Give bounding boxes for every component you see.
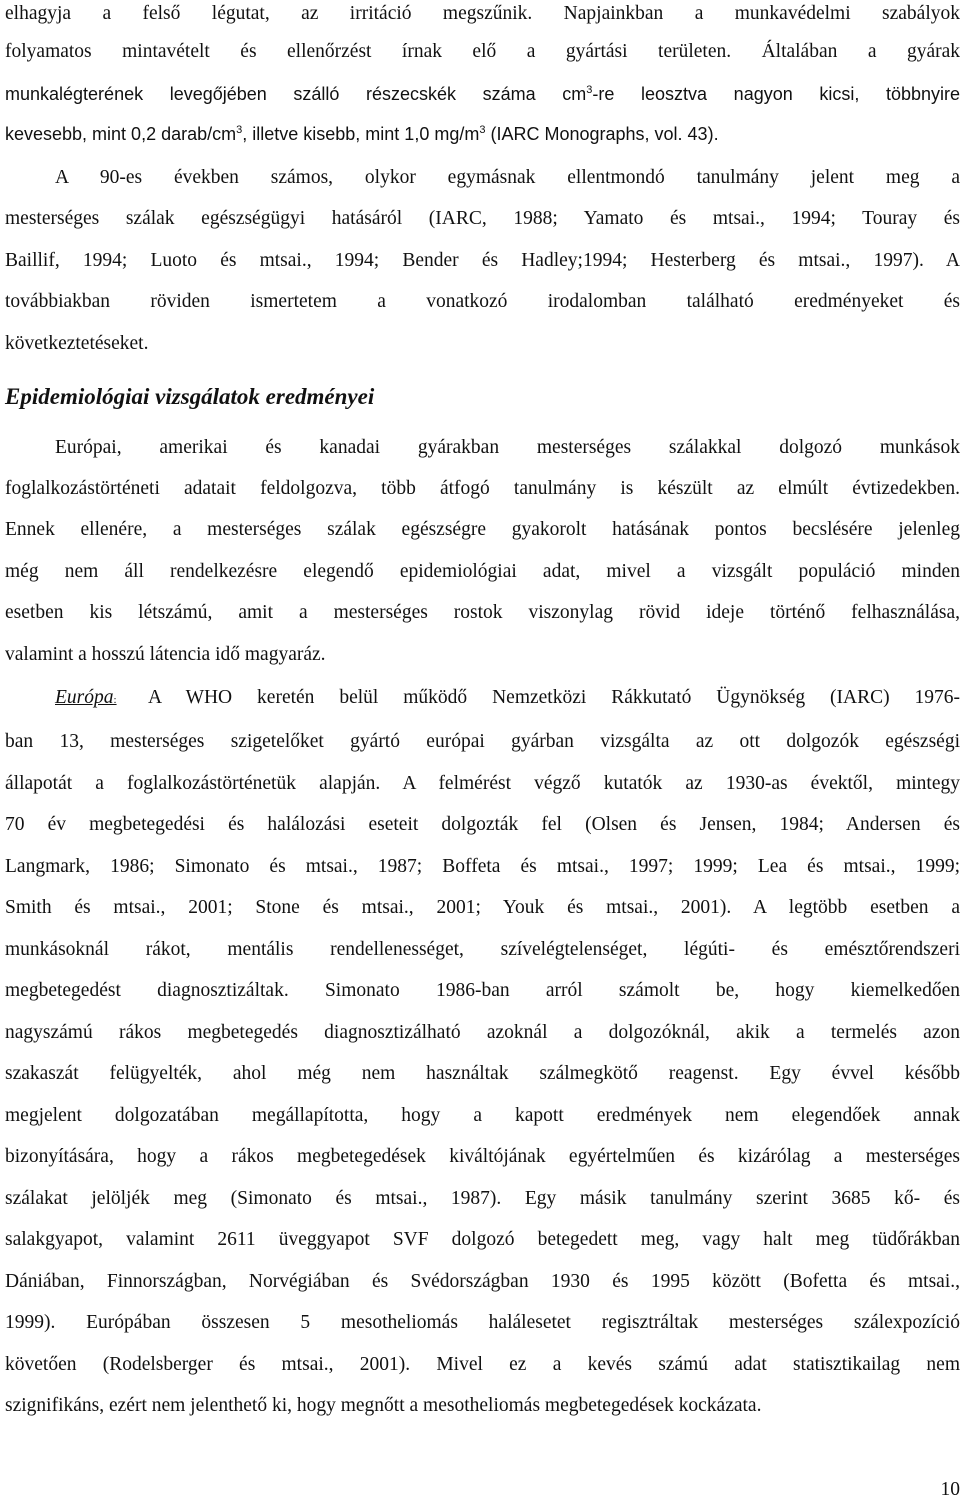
text-line: Európai, amerikai és kanadai gyárakban mesterséges szálakkal dolgozó munkások [55, 437, 960, 458]
text-line: Ennek ellenére, a mesterséges szálak egészségre gyakorolt hatásának pontos becslésére jelenleg [5, 519, 960, 540]
text-line: továbbiakban röviden ismertetem a vonatkozó irodalomban található eredményeket és [5, 291, 960, 312]
text-line: követően (Rodelsberger és mtsai., 2001). Mivel ez a kevés számú adat statisztikailag nem [5, 1354, 960, 1375]
text-line: megjelent dolgozatában megállapította, hogy a kapott eredmények nem elegendőek annak [5, 1105, 960, 1126]
text-line: következtetéseket. [5, 333, 149, 354]
section-heading: Epidemiológiai vizsgálatok eredményei [5, 384, 375, 409]
text-line: szignifikáns, ezért nem jelenthető ki, hogy megnőtt a mesotheliomás megbetegedések kockázata. [5, 1395, 762, 1416]
text-line: állapotát a foglalkozástörténetük alapján. A felmérést végző kutatók az 1930-as évektől, mintegy [5, 773, 960, 794]
text-line: Smith és mtsai., 2001; Stone és mtsai., 2001; Youk és mtsai., 2001). A legtöbb esetben a [5, 897, 960, 918]
text-line: bizonyítására, hogy a rákos megbetegedések kiváltójának egyértelműen és kizárólag a mesterséges [5, 1146, 960, 1167]
text-line: esetben kis létszámú, amit a mesterséges rostok viszonylag rövid ideje történő felhasználása, [5, 602, 960, 623]
text-line: munkalégterének levegőjében szálló részecskék száma $cm^3-re$ leosztva nagyon kicsi, többnyire [5, 84, 960, 104]
text-line: szakaszát felügyelték, ahol még nem használtak szálmegkötő reagenst. Egy évvel később [5, 1063, 960, 1084]
text-line: Langmark, 1986; Simonato és mtsai., 1987; Boffeta és mtsai., 1997; 1999; Lea és mtsai., 1999; [5, 856, 960, 877]
page-number: 10 [940, 1479, 960, 1500]
text-line: A 90-es években számos, olykor egymásnak ellentmondó tanulmány jelent meg a [55, 167, 960, 188]
text-line: ban 13, mesterséges szigetelőket gyártó európai gyárban vizsgálta az ott dolgozók egészségi [5, 731, 960, 752]
subsection-label: Európa: [55, 687, 117, 708]
text-line: Dániában, Finnországban, Norvégiában és Svédországban 1930 és 1995 között (Bofetta és mtsai., [5, 1271, 960, 1292]
text-line: foglalkozástörténeti adatait feldolgozva, több átfogó tanulmány is készült az elmúlt évtizedekben. [5, 478, 960, 499]
text-line: nagyszámú rákos megbetegedés diagnosztizálható azoknál a dolgozóknál, akik a termelés azon [5, 1022, 960, 1043]
text-line: megbetegedést diagnosztizáltak. Simonato 1986-ban arról számolt be, hogy kiemelkedően [5, 980, 960, 1001]
text-line: Baillif, 1994; Luoto és mtsai., 1994; Bender és Hadley;1994; Hesterberg és mtsai., 1997). A [5, 250, 960, 271]
text-line: 1999). Európában összesen 5 mesotheliomás halálesetet regisztráltak mesterséges szálexpozíció [5, 1312, 960, 1333]
text-line: elhagyja a felső légutat, az irritáció megszűnik. Napjainkban a munkavédelmi szabályok [5, 3, 960, 24]
text-line: salakgyapot, valamint 2611 üveggyapot SVF dolgozó betegedett meg, vagy halt meg tüdőrákban [5, 1229, 960, 1250]
text-line: A WHO keretén belül működő Nemzetközi Rákkutató Ügynökség (IARC) 1976- [148, 687, 960, 708]
text-line: szálakat jelöljék meg (Simonato és mtsai., 1987). Egy másik tanulmány szerint 3685 kő- és [5, 1188, 960, 1209]
text-line: még nem áll rendelkezésre elegendő epidemiológiai adat, mivel a vizsgált populáció minden [5, 561, 960, 582]
text-line: kevesebb, mint 0,2 darab/$cm^3$, illetve kisebb, mint 1,0 $mg/m^3$ (IARC Monographs, vol. 43). [5, 124, 719, 144]
text-line: munkásoknál rákot, mentális rendellenességet, szívelégtelenséget, légúti- és emésztőrendszeri [5, 939, 960, 960]
text-line: folyamatos mintavételt és ellenőrzést írnak elő a gyártási területen. Általában a gyárak [5, 41, 960, 62]
text-line: 70 év megbetegedési és halálozási eseteit dolgozták fel (Olsen és Jensen, 1984; Andersen és [5, 814, 960, 835]
text-line: mesterséges szálak egészségügyi hatásáról (IARC, 1988; Yamato és mtsai., 1994; Touray és [5, 208, 960, 229]
text-line: valamint a hosszú látencia idő magyaráz. [5, 644, 326, 665]
